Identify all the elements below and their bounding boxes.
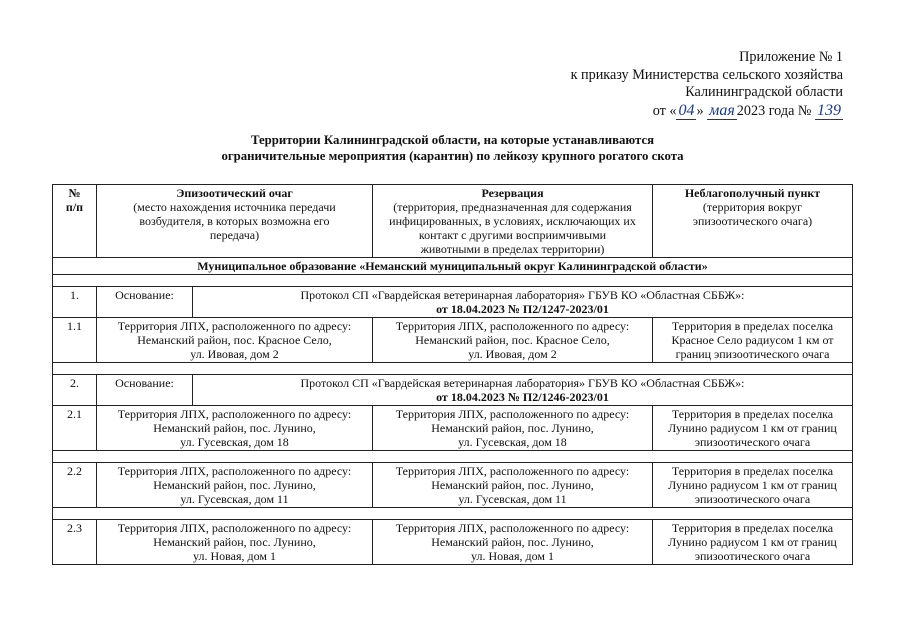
quarantine-table	[52, 184, 853, 565]
point-cell: Территория в пределах поселка Лунино радиусом 1 км от границ эпизоотического очага	[653, 520, 853, 565]
date-year-suffix: 2023 года №	[736, 102, 812, 119]
basis-reference: от 18.04.2023 № П2/1247-2023/01	[436, 302, 609, 316]
header-reservation-sub: (территория, предназначенная для содержания инфицированных, в условиях, исключающих их контакт с другими восприимчивыми животными в пределах территории)	[389, 200, 636, 256]
group-number: 2.	[53, 375, 97, 406]
header-focus	[97, 185, 373, 258]
appendix-line-3: Калининградской области	[685, 84, 843, 100]
appendix-line-1: Приложение № 1	[739, 49, 843, 65]
document-title	[0, 132, 905, 164]
header-reservation	[373, 185, 653, 258]
municipality-row	[53, 258, 853, 275]
table-row	[53, 463, 853, 508]
separator-row	[53, 508, 853, 520]
basis-label: Основание:	[97, 375, 193, 406]
reservation-cell: Территория ЛПХ, расположенного по адресу: Неманский район, пос. Красное Село, ул. Ивовая, дом 2	[373, 318, 653, 363]
group-number: 1.	[53, 287, 97, 318]
row-number: 1.1	[53, 318, 97, 363]
point-cell: Территория в пределах поселка Лунино радиусом 1 км от границ эпизоотического очага	[653, 463, 853, 508]
row-number: 2.2	[53, 463, 97, 508]
header-focus-sub: (место нахождения источника передачи возбудителя, в которых возможна его передача)	[133, 200, 336, 242]
handwritten-day: 04	[678, 101, 695, 119]
date-prefix: от «	[652, 102, 677, 119]
header-point-title: Неблагополучный пункт	[684, 186, 821, 200]
focus-cell: Территория ЛПХ, расположенного по адресу: Неманский район, пос. Красное Село, ул. Ивовая, дом 2	[97, 318, 373, 363]
basis-label: Основание:	[97, 287, 193, 318]
separator-cell	[53, 508, 853, 520]
header-focus-title: Эпизоотический очаг	[176, 186, 293, 200]
focus-cell: Территория ЛПХ, расположенного по адресу: Неманский район, пос. Лунино, ул. Новая, дом 1	[97, 520, 373, 565]
basis-text: Протокол СП «Гвардейская ветеринарная лаборатория» ГБУВ КО «Областная СББЖ»:	[300, 288, 745, 302]
separator-row	[53, 275, 853, 287]
title-line-1: Территории Калининградской области, на которые устанавливаются	[250, 133, 655, 147]
focus-cell: Территория ЛПХ, расположенного по адресу: Неманский район, пос. Лунино, ул. Гусевская, дом 11	[97, 463, 373, 508]
separator-row	[53, 451, 853, 463]
point-cell: Территория в пределах поселка Красное Село радиусом 1 км от границ эпизоотического очага	[653, 318, 853, 363]
table-row	[53, 318, 853, 363]
reservation-cell: Территория ЛПХ, расположенного по адресу: Неманский район, пос. Лунино, ул. Новая, дом 1	[373, 520, 653, 565]
handwritten-order-number: 139	[817, 101, 841, 119]
reservation-cell: Территория ЛПХ, расположенного по адресу: Неманский район, пос. Лунино, ул. Гусевская, дом 11	[373, 463, 653, 508]
row-number: 2.1	[53, 406, 97, 451]
separator-row	[53, 363, 853, 375]
table-row	[53, 406, 853, 451]
municipality-name: Муниципальное образование «Неманский муниципальный округ Калининградской области»	[53, 258, 853, 275]
header-point	[653, 185, 853, 258]
appendix-line-2: к приказу Министерства сельского хозяйства	[570, 66, 843, 83]
date-mid: »	[696, 102, 704, 119]
header-num: № п/п	[53, 185, 97, 258]
header-reservation-title: Резервация	[481, 186, 544, 200]
separator-cell	[53, 363, 853, 375]
appendix-date-line	[571, 102, 843, 121]
header-point-sub: (территория вокруг эпизоотического очага)	[692, 200, 813, 228]
basis-row	[53, 287, 853, 318]
quarantine-table-body	[53, 185, 853, 565]
basis-text: Протокол СП «Гвардейская ветеринарная лаборатория» ГБУВ КО «Областная СББЖ»:	[300, 376, 745, 390]
basis-text-cell	[193, 287, 853, 318]
separator-cell	[53, 275, 853, 287]
basis-text-cell	[193, 375, 853, 406]
table-header-row	[53, 185, 853, 258]
focus-cell: Территория ЛПХ, расположенного по адресу: Неманский район, пос. Лунино, ул. Гусевская, дом 18	[97, 406, 373, 451]
appendix-header	[571, 49, 843, 120]
title-line-2: ограничительные мероприятия (карантин) по лейкозу крупного рогатого скота	[221, 149, 684, 163]
basis-row	[53, 375, 853, 406]
reservation-cell: Территория ЛПХ, расположенного по адресу: Неманский район, пос. Лунино, ул. Гусевская, дом 18	[373, 406, 653, 451]
separator-cell	[53, 451, 853, 463]
handwritten-month: мая	[709, 101, 735, 119]
point-cell: Территория в пределах поселка Лунино радиусом 1 км от границ эпизоотического очага	[653, 406, 853, 451]
table-row	[53, 520, 853, 565]
basis-reference: от 18.04.2023 № П2/1246-2023/01	[436, 390, 609, 404]
row-number: 2.3	[53, 520, 97, 565]
